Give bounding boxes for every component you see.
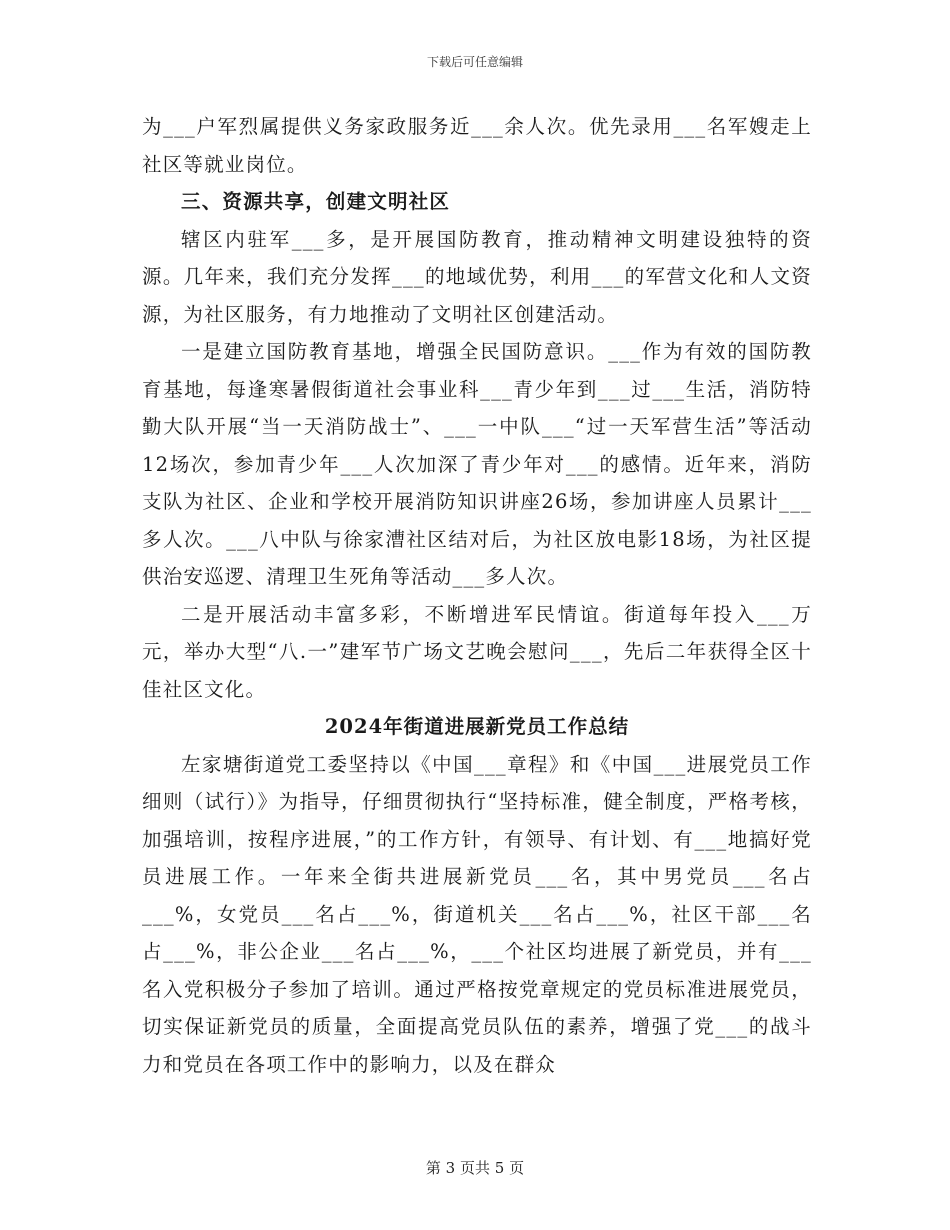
paragraph-activities: 二是开展活动丰富多彩，不断增进军民情谊。街道每年投入___万元，举办大型“八.一”建军节广场文艺晚会慰问___，先后二年获得全区十佳社区文化。 [142, 602, 812, 701]
paragraph-resources: 辖区内驻军___多，是开展国防教育，推动精神文明建设独特的资源。几年来，我们充分发挥___的地域优势，利用___的军营文化和人文资源，为社区服务，有力地推动了文明社区创建活动。 [142, 227, 812, 326]
section-heading-3: 三、资源共享，创建文明社区 [181, 190, 451, 213]
paragraph-defense-education: 一是建立国防教育基地，增强全民国防意识。___作为有效的国防教育基地，每逢寒暑假街道社会事业科___青少年到___过___生活，消防特勤大队开展“当一天消防战士”、___一中队___“过一天军营生活”等活动12场次，参加青少年___人次加深了青少年对___的感情。近年来，消防支队为社区、企业和学校开展消防知识讲座26场，参加讲座人员累计___多人次。___八中队与徐家漕社区结对后，为社区放电影18场，为社区提供治安巡逻、清理卫生死角等活动___多人次。 [142, 340, 812, 588]
document-title: 2024年街道进展新党员工作总结 [324, 715, 630, 738]
paragraph-party-members: 左家塘街道党工委坚持以《中国___章程》和《中国___进展党员工作细则（试行）》为指导，仔细贯彻执行“坚持标准，健全制度，严格考核，加强培训，按程序进展，”的工作方针，有领导、有计划、有___地搞好党员进展工作。一年来全街共进展新党员___名，其中男党员___名占___%，女党员___名占___%，街道机关___名占___%，社区干部___名占___%，非公企业___名占___%，___个社区均进展了新党员，并有___名入党积极分子参加了培训。通过严格按党章规定的党员标准进展党员，切实保证新党员的质量，全面提高党员队伍的素养，增强了党___的战斗力和党员在各项工作中的影响力，以及在群众 [142, 752, 812, 1076]
header-note: 下载后可任意编辑 [426, 55, 523, 69]
page-number: 第 3 页共 5 页 [425, 1159, 525, 1177]
paragraph-continuation: 为___户军烈属提供义务家政服务近___余人次。优先录用___名军嫂走上社区等就业岗位。 [142, 115, 812, 176]
document-body [142, 108, 812, 1083]
